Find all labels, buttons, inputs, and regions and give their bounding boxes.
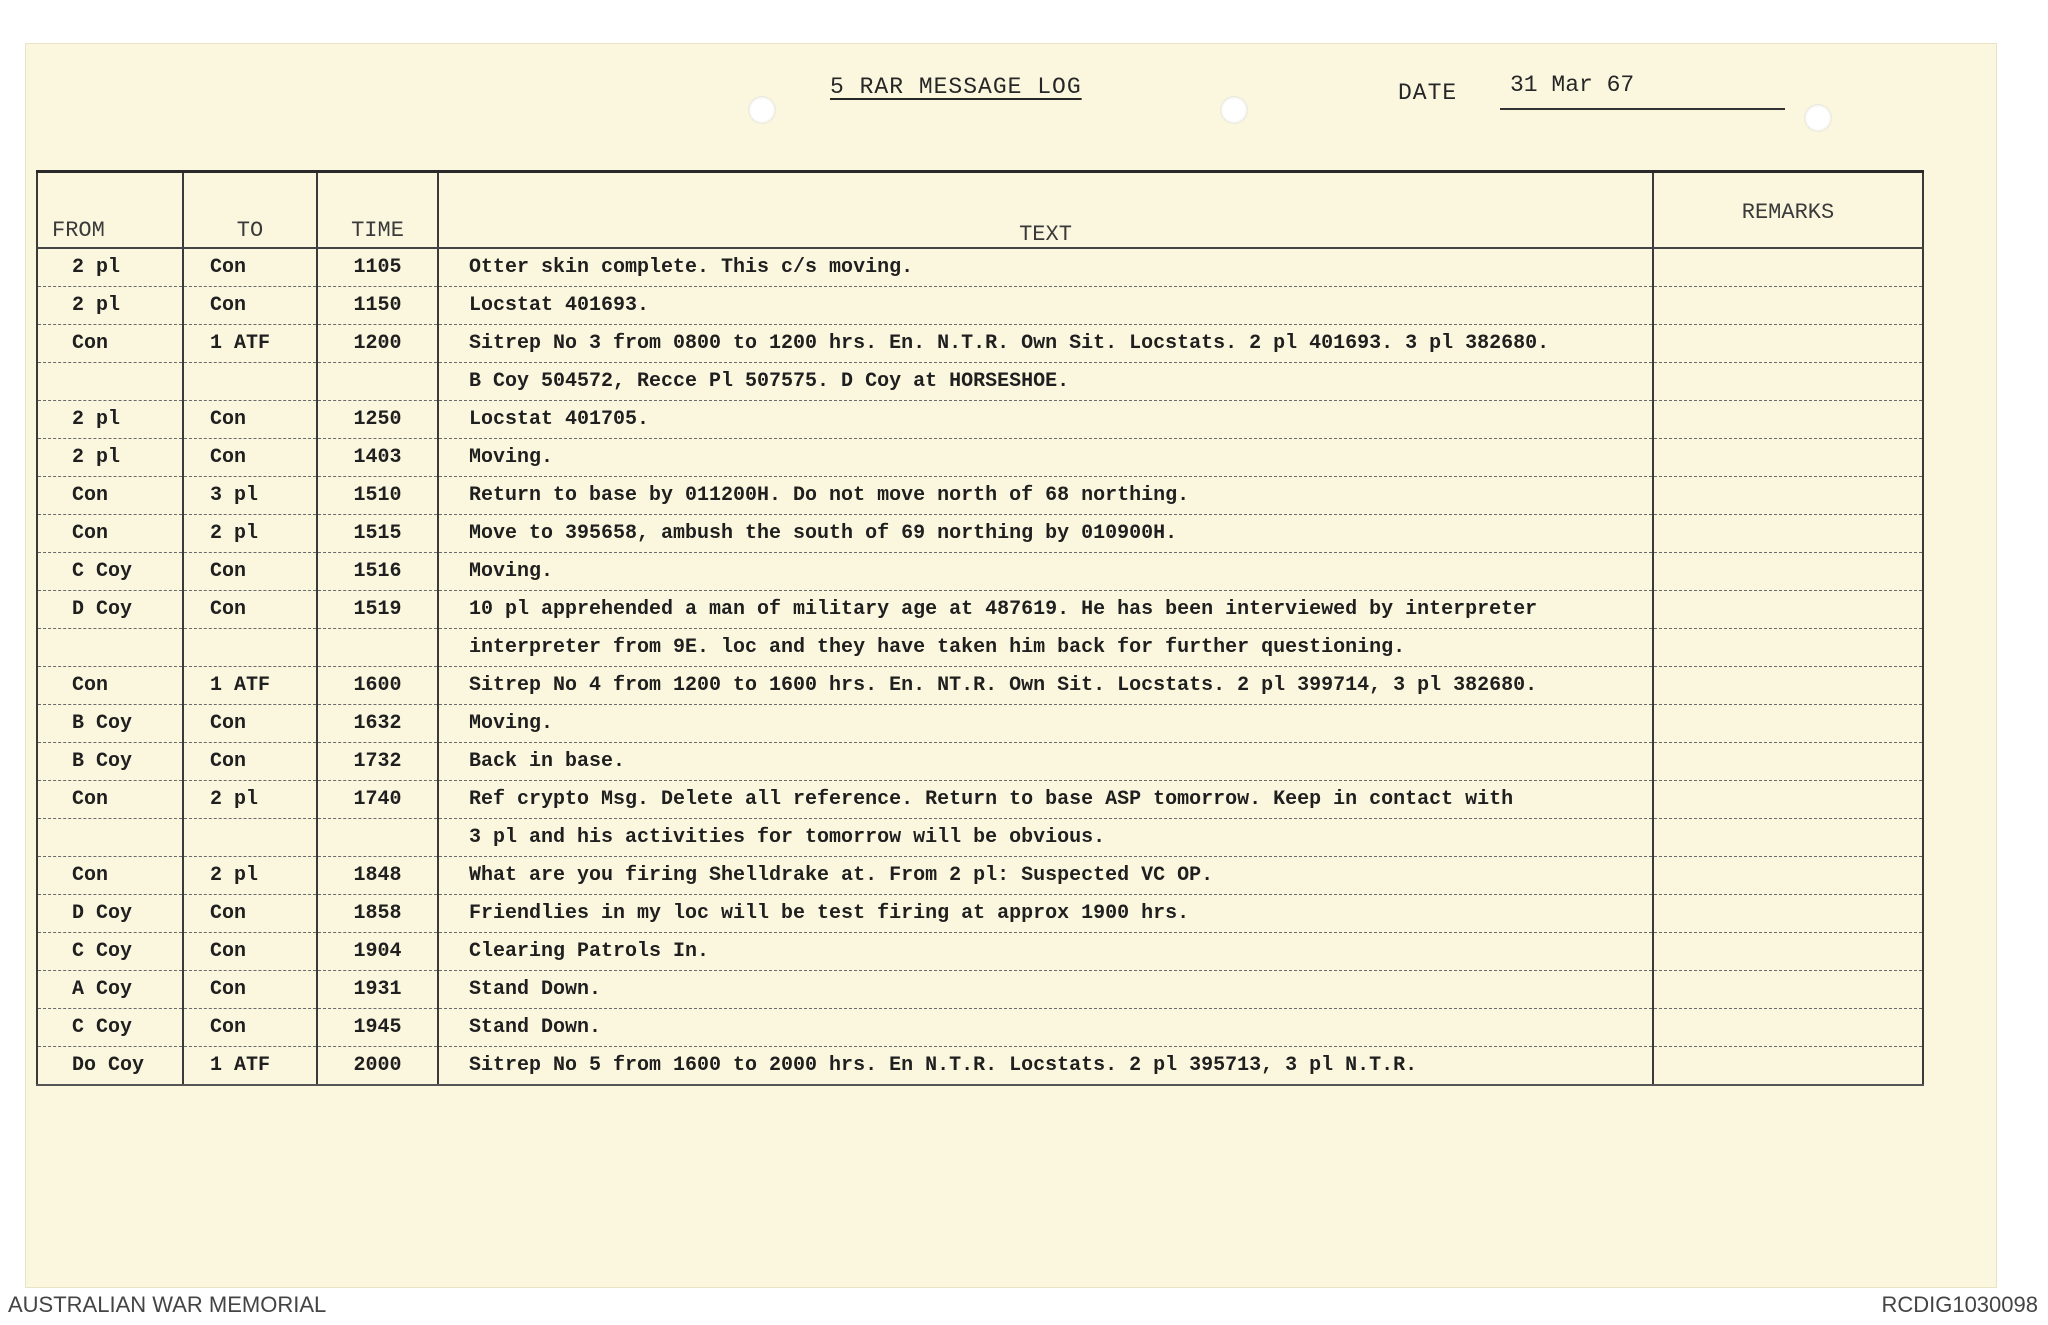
cell-to: Con <box>183 895 317 933</box>
cell-from: 2 pl <box>37 401 183 439</box>
cell-remarks <box>1653 477 1923 515</box>
cell-from: Do Coy <box>37 1047 183 1086</box>
cell-from: B Coy <box>37 705 183 743</box>
cell-text: Locstat 401693. <box>438 287 1653 325</box>
cell-text: Moving. <box>438 705 1653 743</box>
cell-from: C Coy <box>37 553 183 591</box>
table-row <box>37 705 1923 743</box>
cell-time: 1945 <box>317 1009 438 1047</box>
col-header-remarks: REMARKS <box>1653 172 1923 249</box>
col-header-time: TIME <box>317 172 438 249</box>
table-row <box>37 553 1923 591</box>
cell-remarks <box>1653 1047 1923 1086</box>
log-body <box>37 248 1923 1085</box>
cell-text: Sitrep No 3 from 0800 to 1200 hrs. En. N.T.R. Own Sit. Locstats. 2 pl 401693. 3 pl 382680. <box>438 325 1653 363</box>
cell-from <box>37 363 183 401</box>
table-row <box>37 933 1923 971</box>
cell-from: Con <box>37 515 183 553</box>
cell-remarks <box>1653 743 1923 781</box>
cell-text: Clearing Patrols In. <box>438 933 1653 971</box>
cell-to: 1 ATF <box>183 667 317 705</box>
table-row <box>37 857 1923 895</box>
col-header-text: TEXT <box>438 172 1653 249</box>
cell-to: Con <box>183 401 317 439</box>
cell-time: 1931 <box>317 971 438 1009</box>
cell-text: Locstat 401705. <box>438 401 1653 439</box>
cell-from: C Coy <box>37 1009 183 1047</box>
cell-time: 1150 <box>317 287 438 325</box>
cell-to <box>183 819 317 857</box>
cell-text: 10 pl apprehended a man of military age at 487619. He has been interviewed by interpreter <box>438 591 1653 629</box>
cell-time: 1600 <box>317 667 438 705</box>
cell-remarks <box>1653 363 1923 401</box>
table-row <box>37 401 1923 439</box>
cell-to: Con <box>183 287 317 325</box>
cell-text: 3 pl and his activities for tomorrow will be obvious. <box>438 819 1653 857</box>
cell-text: Sitrep No 5 from 1600 to 2000 hrs. En N.T.R. Locstats. 2 pl 395713, 3 pl N.T.R. <box>438 1047 1653 1086</box>
punch-hole <box>748 96 776 124</box>
cell-from: Con <box>37 477 183 515</box>
cell-to: Con <box>183 1009 317 1047</box>
cell-text: interpreter from 9E. loc and they have taken him back for further questioning. <box>438 629 1653 667</box>
cell-text: Ref crypto Msg. Delete all reference. Return to base ASP tomorrow. Keep in contact with <box>438 781 1653 819</box>
cell-remarks <box>1653 1009 1923 1047</box>
table-row <box>37 819 1923 857</box>
cell-from: D Coy <box>37 591 183 629</box>
table-row <box>37 248 1923 287</box>
cell-time: 1740 <box>317 781 438 819</box>
date-underline <box>1500 108 1785 110</box>
table-row <box>37 629 1923 667</box>
cell-to: 2 pl <box>183 515 317 553</box>
cell-time: 1848 <box>317 857 438 895</box>
cell-time: 1732 <box>317 743 438 781</box>
cell-to: Con <box>183 971 317 1009</box>
cell-time: 1105 <box>317 248 438 287</box>
cell-time: 1515 <box>317 515 438 553</box>
table-row <box>37 477 1923 515</box>
cell-time: 1904 <box>317 933 438 971</box>
cell-from: 2 pl <box>37 439 183 477</box>
header-row <box>37 172 1923 249</box>
cell-remarks <box>1653 705 1923 743</box>
cell-to: 1 ATF <box>183 325 317 363</box>
cell-text: What are you firing Shelldrake at. From 2 pl: Suspected VC OP. <box>438 857 1653 895</box>
cell-remarks <box>1653 819 1923 857</box>
cell-time: 1516 <box>317 553 438 591</box>
cell-remarks <box>1653 439 1923 477</box>
table-row <box>37 1047 1923 1086</box>
cell-to: 2 pl <box>183 857 317 895</box>
cell-time: 1632 <box>317 705 438 743</box>
cell-time: 1858 <box>317 895 438 933</box>
cell-text: Stand Down. <box>438 971 1653 1009</box>
table-row <box>37 515 1923 553</box>
cell-remarks <box>1653 781 1923 819</box>
cell-time <box>317 363 438 401</box>
cell-time: 1519 <box>317 591 438 629</box>
punch-hole <box>1804 104 1832 132</box>
cell-remarks <box>1653 629 1923 667</box>
cell-to <box>183 363 317 401</box>
cell-from: Con <box>37 781 183 819</box>
cell-from: D Coy <box>37 895 183 933</box>
log-title: 5 RAR MESSAGE LOG <box>830 74 1082 100</box>
cell-time: 1200 <box>317 325 438 363</box>
cell-text: Back in base. <box>438 743 1653 781</box>
cell-from: 2 pl <box>37 248 183 287</box>
col-header-to: TO <box>183 172 317 249</box>
cell-to: Con <box>183 248 317 287</box>
cell-from <box>37 629 183 667</box>
punch-hole <box>1220 96 1248 124</box>
cell-remarks <box>1653 248 1923 287</box>
cell-to: Con <box>183 705 317 743</box>
table-row <box>37 325 1923 363</box>
cell-to <box>183 629 317 667</box>
cell-time <box>317 629 438 667</box>
table-row <box>37 1009 1923 1047</box>
date-value: 31 Mar 67 <box>1510 72 1635 98</box>
cell-to: Con <box>183 743 317 781</box>
table-row <box>37 971 1923 1009</box>
cell-to: 1 ATF <box>183 1047 317 1086</box>
cell-remarks <box>1653 971 1923 1009</box>
cell-from: Con <box>37 667 183 705</box>
cell-time: 1510 <box>317 477 438 515</box>
table-row <box>37 439 1923 477</box>
table-row <box>37 591 1923 629</box>
table-row <box>37 287 1923 325</box>
cell-from: C Coy <box>37 933 183 971</box>
cell-to: 2 pl <box>183 781 317 819</box>
cell-text: Stand Down. <box>438 1009 1653 1047</box>
table-row <box>37 667 1923 705</box>
cell-text: Friendlies in my loc will be test firing at approx 1900 hrs. <box>438 895 1653 933</box>
cell-remarks <box>1653 401 1923 439</box>
footer-id: RCDIG1030098 <box>1881 1292 2038 1317</box>
table-row <box>37 743 1923 781</box>
table-row <box>37 363 1923 401</box>
cell-remarks <box>1653 325 1923 363</box>
cell-time: 1403 <box>317 439 438 477</box>
col-header-from: FROM <box>37 172 183 249</box>
cell-remarks <box>1653 553 1923 591</box>
footer-source: AUSTRALIAN WAR MEMORIAL <box>8 1292 327 1317</box>
date-label: DATE <box>1398 80 1458 106</box>
cell-text: Return to base by 011200H. Do not move north of 68 northing. <box>438 477 1653 515</box>
cell-text: B Coy 504572, Recce Pl 507575. D Coy at HORSESHOE. <box>438 363 1653 401</box>
cell-remarks <box>1653 591 1923 629</box>
cell-remarks <box>1653 933 1923 971</box>
cell-remarks <box>1653 515 1923 553</box>
cell-text: Sitrep No 4 from 1200 to 1600 hrs. En. NT.R. Own Sit. Locstats. 2 pl 399714, 3 pl 382680. <box>438 667 1653 705</box>
cell-time: 1250 <box>317 401 438 439</box>
cell-to: 3 pl <box>183 477 317 515</box>
cell-from: Con <box>37 857 183 895</box>
cell-to: Con <box>183 439 317 477</box>
cell-from: Con <box>37 325 183 363</box>
cell-remarks <box>1653 857 1923 895</box>
cell-from: B Coy <box>37 743 183 781</box>
cell-from: A Coy <box>37 971 183 1009</box>
cell-from: 2 pl <box>37 287 183 325</box>
message-log-table <box>36 170 1924 1086</box>
cell-to: Con <box>183 933 317 971</box>
table-row <box>37 895 1923 933</box>
cell-remarks <box>1653 895 1923 933</box>
cell-time: 2000 <box>317 1047 438 1086</box>
cell-remarks <box>1653 667 1923 705</box>
cell-from <box>37 819 183 857</box>
cell-text: Moving. <box>438 553 1653 591</box>
cell-text: Moving. <box>438 439 1653 477</box>
cell-time <box>317 819 438 857</box>
cell-to: Con <box>183 553 317 591</box>
cell-text: Otter skin complete. This c/s moving. <box>438 248 1653 287</box>
cell-remarks <box>1653 287 1923 325</box>
cell-text: Move to 395658, ambush the south of 69 northing by 010900H. <box>438 515 1653 553</box>
cell-to: Con <box>183 591 317 629</box>
table-row <box>37 781 1923 819</box>
